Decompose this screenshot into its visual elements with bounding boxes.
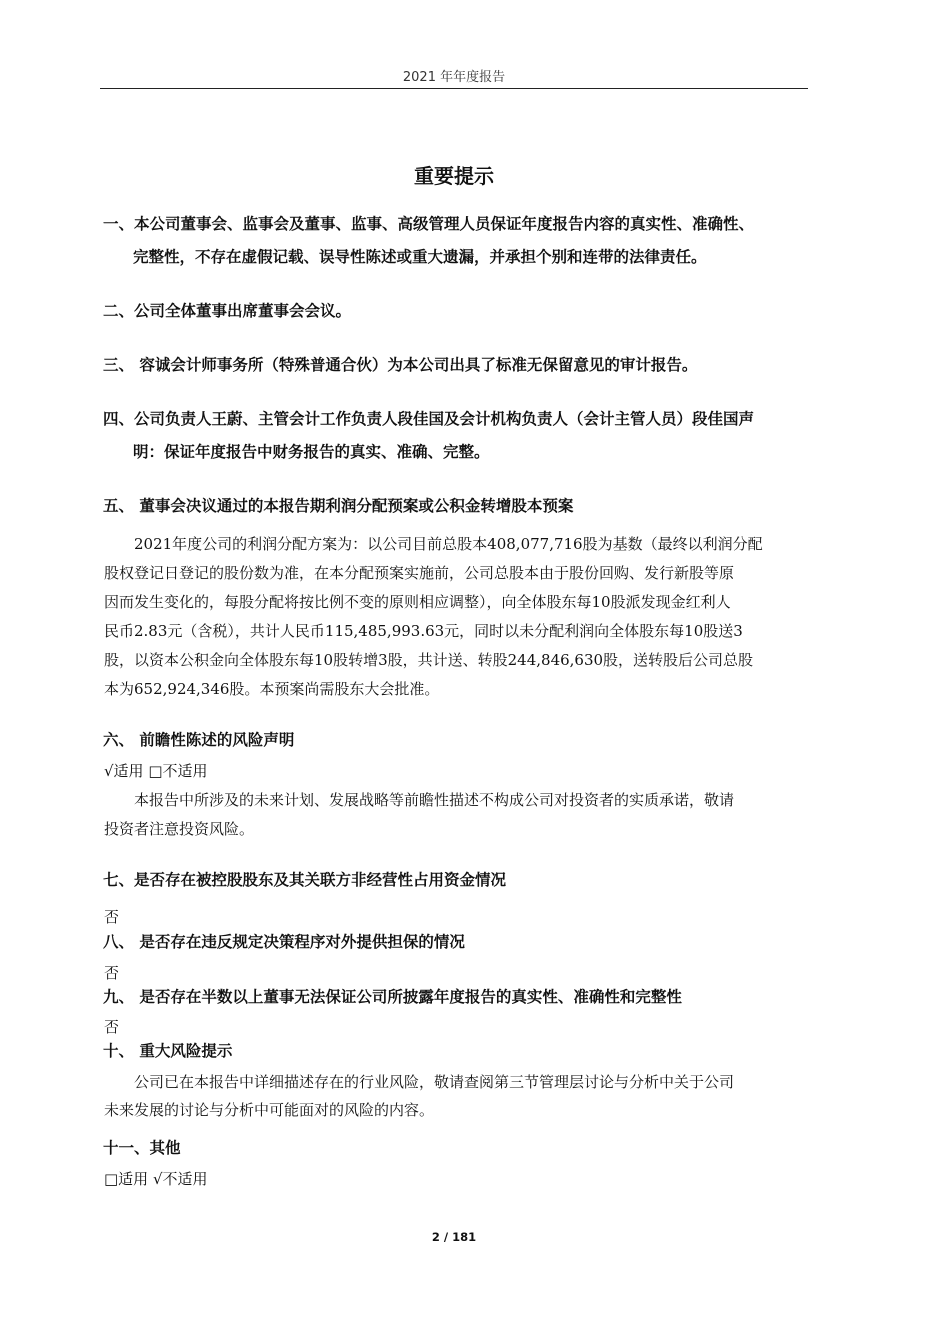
section-6-line-2: 投资者注意投资风险。 [104,820,255,838]
section-6-heading: 六、 前瞻性陈述的风险声明 [103,731,295,749]
section-8-answer: 否 [104,964,120,982]
section-1-line-1: 一、本公司董事会、监事会及董事、监事、高级管理人员保证年度报告内容的真实性、准确性、 [103,215,755,233]
section-9-answer: 否 [104,1018,120,1036]
section-11-applicability: □适用 √不适用 [104,1170,208,1188]
section-6-line-1: 本报告中所涉及的未来计划、发展战略等前瞻性描述不构成公司对投资者的实质承诺，敬请 [134,791,735,809]
section-5-line-6: 本为652,924,346股。本预案尚需股东大会批准。 [104,680,440,698]
section-6-applicability: √适用 □不适用 [104,762,208,780]
section-7-heading: 七、是否存在被控股股东及其关联方非经营性占用资金情况 [103,871,507,889]
section-5-line-2: 股权登记日登记的股份数为准，在本分配预案实施前，公司总股本由于股份回购、发行新股等原 [104,564,735,582]
section-8-heading: 八、 是否存在违反规定决策程序对外提供担保的情况 [103,933,465,951]
section-9-heading: 九、 是否存在半数以上董事无法保证公司所披露年度报告的真实性、准确性和完整性 [103,988,682,1006]
section-3: 三、 容诚会计师事务所（特殊普通合伙）为本公司出具了标准无保留意见的审计报告。 [103,356,698,374]
page-title: 重要提示 [414,164,494,188]
section-11-heading: 十一、其他 [103,1139,181,1157]
page-header: 2021 年年度报告 [402,70,506,85]
section-7-answer: 否 [104,908,120,926]
section-5-line-3: 因而发生变化的，每股分配将按比例不变的原则相应调整），向全体股东每10股派发现金红利人 [104,593,731,611]
section-10-line-1: 公司已在本报告中详细描述存在的行业风险，敬请查阅第三节管理层讨论与分析中关于公司 [134,1073,735,1091]
section-10-heading: 十、 重大风险提示 [103,1042,233,1060]
section-5-heading: 五、 董事会决议通过的本报告期利润分配预案或公积金转增股本预案 [103,497,574,515]
header-rule [100,88,808,89]
page-number: 2 / 181 [431,1230,477,1244]
section-1-line-2: 完整性，不存在虚假记载、误导性陈述或重大遗漏，并承担个别和连带的法律责任。 [133,248,707,266]
section-4-line-2: 明：保证年度报告中财务报告的真实、准确、完整。 [133,443,490,461]
section-5-line-5: 股，以资本公积金向全体股东每10股转增3股，共计送、转股244,846,630股，送转股后公司总股 [104,651,754,669]
section-5-line-1: 2021年度公司的利润分配方案为：以公司目前总股本408,077,716股为基数（最终以利润分配 [134,535,763,553]
section-10-line-2: 未来发展的讨论与分析中可能面对的风险的内容。 [104,1101,435,1119]
section-5-line-4: 民币2.83元（含税），共计人民币115,485,993.63元，同时以未分配利润向全体股东每10股送3 [104,622,743,640]
section-2: 二、公司全体董事出席董事会会议。 [103,302,352,320]
section-4-line-1: 四、公司负责人王蔚、主管会计工作负责人段佳国及会计机构负责人（会计主管人员）段佳国声 [103,410,755,428]
